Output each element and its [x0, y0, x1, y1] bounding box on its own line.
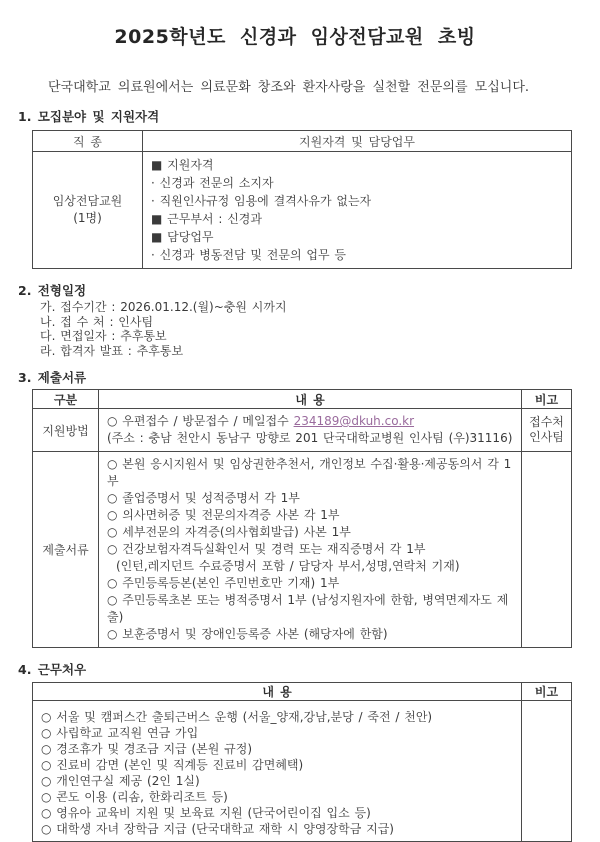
qualification-detail-line: · 신경과 병동전담 및 전문의 업무 등 — [151, 248, 346, 262]
job-type-header: 직 종 — [33, 131, 143, 152]
application-method-text: ○ 우편접수 / 방문접수 / 메일접수 — [107, 414, 294, 428]
note-header: 비고 — [522, 390, 572, 409]
benefit-item: ○ 개인연구실 제공 (2인 1실) — [41, 774, 200, 788]
submission-documents-table — [32, 389, 572, 648]
section3-heading: 3. 제출서류 — [18, 370, 87, 385]
section2-heading: 2. 전형일정 — [18, 283, 87, 298]
benefits-note-header: 비고 — [522, 683, 572, 701]
benefit-item: ○ 서울 및 캠퍼스간 출퇴근버스 운행 (서울_양재,강남,분당 / 죽전 / 천안) — [41, 710, 433, 724]
submission-header-row — [33, 390, 572, 409]
qualification-detail-line: · 신경과 전문의 소지자 — [151, 176, 274, 190]
qualification-details-cell — [143, 152, 572, 269]
section1-heading: 1. 모집분야 및 지원자격 — [18, 109, 160, 124]
benefit-item: ○ 영유아 교육비 지원 및 보육료 지원 (단국어린이집 입소 등) — [41, 806, 371, 820]
note-line: 접수처 — [529, 415, 564, 429]
schedule-item: 나. 접 수 처 : 인사팀 — [40, 314, 154, 329]
recruitment-header-row — [33, 131, 572, 152]
benefit-item: ○ 콘도 이용 (리솜, 한화리조트 등) — [41, 790, 228, 804]
schedule-item: 다. 면접일자 : 추후통보 — [40, 329, 167, 343]
schedule-item: 가. 접수기간 : 2026.01.12.(월)~충원 시까지 — [40, 300, 287, 314]
qualification-detail-line: ■ 근무부서 : 신경과 — [151, 212, 262, 226]
address-line: (주소 : 충남 천안시 동남구 망향로 201 단국대학교병원 인사팀 (우)31116) — [107, 431, 513, 445]
submission-item: ○ 졸업증명서 및 성적증명서 각 1부 — [107, 491, 300, 505]
note-line: 인사팀 — [529, 430, 564, 444]
benefits-table — [32, 682, 572, 842]
submission-item: ○ 의사면허증 및 전문의자격증 사본 각 1부 — [107, 508, 340, 522]
benefit-item: ○ 진료비 감면 (본인 및 직계등 진료비 감면혜택) — [41, 758, 304, 772]
recruitment-data-row — [33, 152, 572, 269]
submission-item: ○ 주민등록등본(본인 주민번호만 기재) 1부 — [107, 576, 340, 590]
section4-heading: 4. 근무처우 — [18, 662, 87, 677]
submission-category: 제출서류 — [33, 452, 99, 648]
benefit-item: ○ 경조휴가 및 경조금 지급 (본원 규정) — [41, 742, 253, 756]
benefit-item: ○ 사립학교 교직원 연금 가입 — [41, 726, 199, 740]
submission-item: ○ 본원 응시지원서 및 임상권한추천서, 개인정보 수집·활용·제공동의서 각 1부 — [107, 457, 512, 488]
category-header: 구분 — [33, 390, 99, 409]
benefits-data-row — [33, 701, 572, 842]
benefits-items-cell — [33, 701, 522, 842]
benefit-item: ○ 대학생 자녀 장학금 지급 (단국대학교 재학 시 양영장학금 지급) — [41, 822, 394, 836]
application-note-cell — [522, 409, 572, 452]
submission-item: ○ 건강보험자격득실확인서 및 경력 또는 재직증명서 각 1부 — [107, 542, 426, 556]
benefits-header-row — [33, 683, 572, 701]
application-method-line — [107, 413, 517, 430]
page-title: 2025학년도 신경과 임상전담교원 초빙 — [114, 26, 476, 48]
submission-note-cell — [522, 452, 572, 648]
position-cell — [33, 152, 143, 269]
position-name: 임상전담교원 — [52, 194, 123, 208]
email-link[interactable]: 234189@dkuh.co.kr — [293, 414, 415, 428]
recruitment-table — [32, 130, 572, 269]
submission-items-cell — [99, 452, 522, 648]
application-method-category: 지원방법 — [33, 409, 99, 452]
submission-item: ○ 주민등록초본 또는 병적증명서 1부 (남성지원자에 한함, 병역면제자도 제출) — [107, 593, 509, 624]
application-method-row — [33, 409, 572, 452]
submission-documents-row — [33, 452, 572, 648]
position-count: (1명) — [73, 211, 102, 225]
qualification-detail-line: ■ 지원자격 — [151, 158, 214, 172]
qualification-detail-line: ■ 담당업무 — [151, 230, 214, 244]
intro-text: 단국대학교 의료원에서는 의료문화 창조와 환자사랑을 실천할 전문의를 모십니다. — [48, 80, 530, 95]
submission-item: ○ 보훈증명서 및 장애인등록증 사본 (해당자에 한함) — [107, 627, 388, 641]
qualification-detail-line: · 직원인사규정 임용에 결격사유가 없는자 — [151, 194, 372, 208]
schedule-item: 라. 합격자 발표 : 추후통보 — [40, 343, 184, 358]
benefits-note-cell — [522, 701, 572, 842]
benefits-content-header: 내 용 — [33, 683, 522, 701]
schedule-list — [40, 300, 572, 358]
application-method-cell — [99, 409, 522, 452]
content-header: 내 용 — [99, 390, 522, 409]
qualification-duties-header: 지원자격 및 담당업무 — [143, 131, 572, 152]
submission-item: ○ 세부전문의 자격증(의사협회발급) 사본 1부 — [107, 525, 351, 539]
submission-item-continuation: (인턴,레지던트 수료증명서 포함 / 담당자 부서,성명,연락처 기재) — [116, 559, 460, 573]
